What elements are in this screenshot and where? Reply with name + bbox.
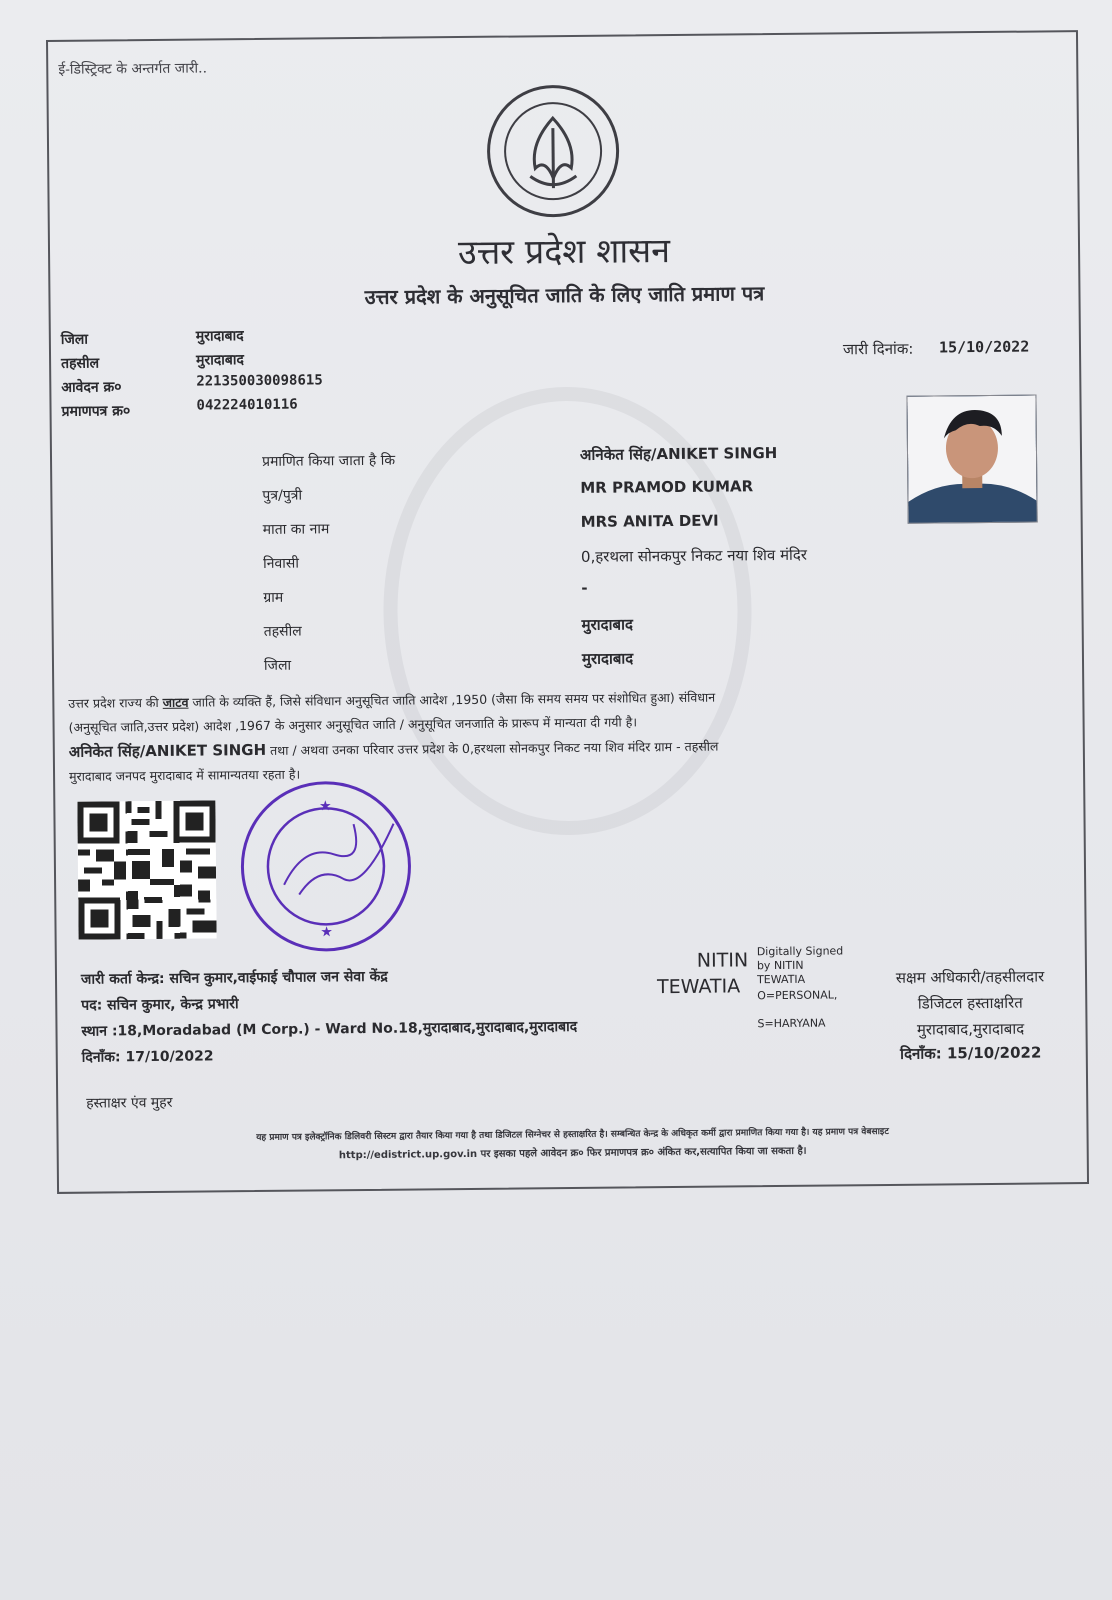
signer-name-line2: TEWATIA [657,975,741,999]
footer-verify-link: http://edistrict.up.gov.in पर इसका पहले आवेदन क्र० फिर प्रमाणपत्र क्र० अंकित कर,सत्यापित किया जा सकता है। [338,1145,807,1162]
authority-title: सक्षम अधिकारी/तहसीलदार [895,967,1045,987]
authority-place: मुरादाबाद,मुरादाबाद [916,1019,1025,1039]
tehsil-detail-value: मुरादाबाद [581,615,633,634]
village-value: - [581,578,588,597]
certificate-body [68,682,1059,788]
issuer-date: दिनाँक: 17/10/2022 [81,1048,214,1066]
signature-detail: TEWATIA [756,972,806,987]
mother-name: MRS ANITA DEVI [580,511,719,531]
authority-signed: डिजिटल हस्ताक्षरित [917,993,1023,1013]
authority-date: दिनाँक: 15/10/2022 [900,1043,1042,1063]
body-line-4: मुरादाबाद जनपद मुरादाबाद में सामान्यतया रहता है। [68,766,301,784]
certificate-frame [46,30,1089,1194]
detail-label: जिला [263,657,292,674]
detail-label: प्रमाणित किया जाता है कि [261,452,396,470]
applicant-name: अनिकेत सिंह/ANIKET SINGH [579,443,778,464]
qr-code-icon [77,800,216,939]
document-subtitle: उत्तर प्रदेश के अनुसूचित जाति के लिए जाति प्रमाण पत्र [364,281,765,309]
signature-detail: S=HARYANA [757,1016,826,1031]
district-value: मुरादाबाद [195,328,244,345]
father-name: MR PRAMOD KUMAR [580,477,754,497]
tehsil-label: तहसील [61,355,100,372]
certificate-label: प्रमाणपत्र क्र० [61,403,131,420]
body-text: उत्तर प्रदेश राज्य की [68,694,163,711]
issued-under-note: ई-डिस्ट्रिक्ट के अन्तर्गत जारी.. [58,60,208,78]
body-text: जाति के व्यक्ति हैं, जिसे संविधान अनुसूचित जाति आदेश ,1950 (जैसा कि समय समय पर संशोधित हुआ) संविधान [188,689,716,710]
caste-name: जाटव [162,694,189,710]
detail-label: तहसील [263,623,302,640]
body-line-2: (अनुसूचित जाति,उत्तर प्रदेश) आदेश ,1967 के अनुसार अनुसूचित जाति / अनुसूचित जनजाति के प्रारूप में मान्यता दी गयी है। [68,714,638,735]
residence-value: 0,हरथला सोनकपुर निकट नया शिव मंदिर [580,545,808,566]
issue-date-value: 15/10/2022 [938,337,1030,357]
verification-qr-code [77,800,216,939]
application-label: आवेदन क्र० [61,379,122,396]
applicant-photo [906,395,1037,524]
detail-label: माता का नाम [262,521,330,538]
body-applicant-name: अनिकेत सिंह/ANIKET SINGH [68,740,267,761]
footer-note: यह प्रमाण पत्र इलेक्ट्रॉनिक डिलिवरी सिस्टम द्वारा तैयार किया गया है तथा डिजिटल सिग्नेचर से हस्ताक्षरित है। सम्बन्धित केन्द्र के अधिकृत कर्मी द्वारा प्रमाणित किया गया है। यह प्रमाण पत्र वेबसाइट [256,1126,889,1144]
signature-seal-label: हस्ताक्षर एंव मुहर [86,1094,173,1112]
issuer-post: पद: सचिन कुमार, केन्द्र प्रभारी [81,996,239,1014]
person-photo-icon [907,396,1036,523]
detail-label: ग्राम [263,589,284,606]
district-label: जिला [60,331,89,348]
signature-detail: by NITIN [756,958,804,973]
certificate-number: 042224010116 [196,396,298,414]
document-title: उत्तर प्रदेश शासन [457,231,671,274]
body-text: तथा / अथवा उनका परिवार उत्तर प्रदेश के 0,हरथला सोनकपुर निकट नया शिव मंदिर ग्राम - तहसील [266,738,719,758]
jan-seva-kendra-stamp [240,781,412,953]
svg-text:★: ★ [320,924,333,941]
tehsil-value: मुरादाबाद [196,352,245,369]
signature-detail: O=PERSONAL, [757,988,838,1003]
detail-label: निवासी [262,555,300,572]
district-detail-value: मुरादाबाद [581,649,634,668]
issuing-centre: जारी कर्ता केन्द्र: सचिन कुमार,वाईफाई चौपाल जन सेवा केंद्र [80,968,388,988]
application-number: 221350030098615 [196,372,323,390]
detail-label: पुत्र/पुत्री [262,487,303,504]
issue-date-label: जारी दिनांक: [842,339,914,359]
signer-name-line1: NITIN [696,949,749,972]
svg-text:★: ★ [319,798,332,815]
up-government-seal [486,85,619,218]
issuer-place: स्थान :18,Moradabad (M Corp.) - Ward No.18,मुरादाबाद,मुरादाबाद,मुरादाबाद [81,1018,578,1040]
seal-emblem-icon [489,88,616,215]
signature-detail: Digitally Signed [756,944,844,959]
stamp-seal-icon [243,784,409,950]
